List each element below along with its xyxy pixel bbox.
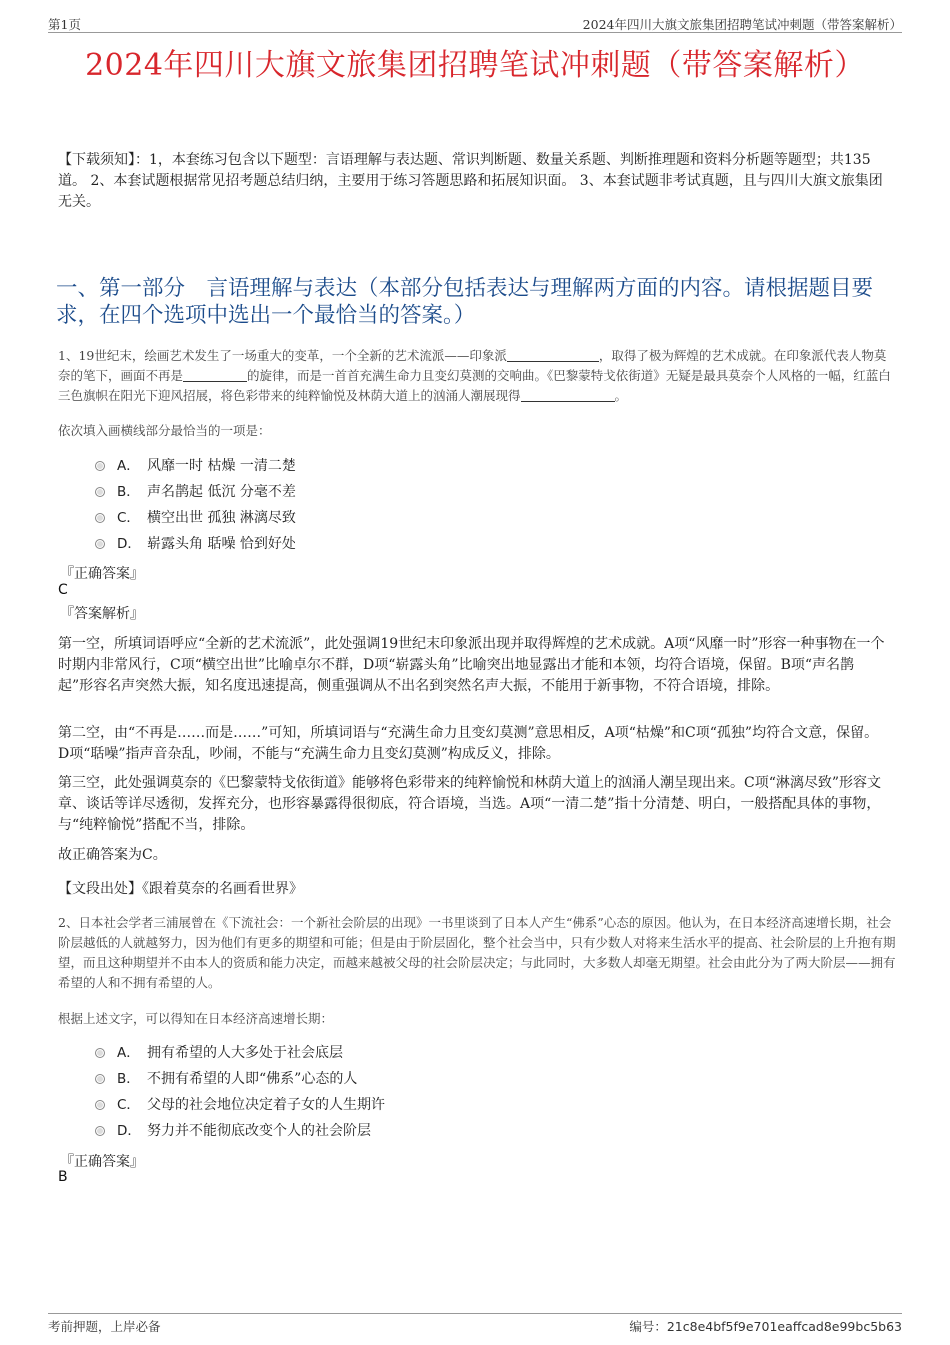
analysis-conclusion: 故正确答案为C。 (58, 847, 167, 863)
option-a[interactable]: A． 拥有希望的人大多处于社会底层 (95, 1040, 385, 1066)
answer-label: 『正确答案』 (60, 1154, 144, 1170)
radio-icon[interactable] (95, 487, 105, 497)
analysis-paragraph-2: 第二空，由“不再是……而是……”可知，所填词语与“充满生命力且变幻莫测”意思相反，A项“枯燥”和C项“孤独”均符合文意，保留。D项“聒噪”指声音杂乱，吵闹，不能与“充满生命力且变幻莫测”构成反义，排除。 (58, 725, 879, 762)
option-c[interactable]: C． 横空出世 孤独 淋漓尽致 (95, 505, 296, 531)
answer-value: C (58, 582, 68, 598)
radio-icon[interactable] (95, 1100, 105, 1110)
question-2-prompt: 根据上述文字，可以得知在日本经济高速增长期： (58, 1011, 334, 1026)
page-header (48, 14, 902, 33)
question-2-stem: 2、日本社会学者三浦展曾在《下流社会：一个新社会阶层的出现》一书里谈到了日本人产生“佛系”心态的原因。他认为，在日本经济高速增长期，社会阶层越低的人就越努力，因为他们有更多的期望和可能；但是由于阶层固化，整个社会当中，只有少数人对将来生活水平的提高、社会阶层的上升抱有期望，而且这种期望并不由本人的资质和能力决定，而越来越被父母的社会阶层决定；与此同时，大多数人却毫无期望。社会由此分为了两大阶层——拥有希望的人和不拥有希望的人。 (58, 915, 896, 990)
option-c[interactable]: C． 父母的社会地位决定着子女的人生期许 (95, 1092, 385, 1118)
blank-2 (183, 368, 247, 382)
question-1-options (95, 453, 296, 557)
analysis-paragraph-1: 第一空，所填词语呼应“全新的艺术流派”，此处强调19世纪末印象派出现并取得辉煌的艺术成就。A项“风靡一时”形容一种事物在一个时期内非常风行，C项“横空出世”比喻卓尔不群，D项“崭露头角”比喻突出地显露出才能和本领，均符合语境，保留。B项“声名鹊起”形容名声突然大振，知名度迅速提高，侧重强调从不出名到突然名声大振，不能用于新事物，不符合语境，排除。 (58, 636, 885, 694)
radio-icon[interactable] (95, 539, 105, 549)
page-footer (48, 1313, 902, 1334)
answer-label: 『正确答案』 (60, 566, 144, 582)
analysis-label: 『答案解析』 (60, 606, 144, 622)
blank-1 (507, 348, 599, 362)
page-number: 第1页 (48, 17, 81, 32)
section-title: 一、第一部分 言语理解与表达（本部分包括表达与理解两方面的内容。请根据题目要求，在四个选项中选出一个最恰当的答案。） (56, 276, 874, 328)
source-citation: 【文段出处】《跟着莫奈的名画看世界》 (58, 881, 303, 897)
radio-icon[interactable] (95, 1126, 105, 1136)
header-doc-title: 2024年四川大旗文旅集团招聘笔试冲刺题（带答案解析） (582, 17, 902, 32)
question-2-options (95, 1040, 385, 1144)
radio-icon[interactable] (95, 461, 105, 471)
question-1-stem: 1、19世纪末，绘画艺术发生了一场重大的变革，一个全新的艺术流派——印象派 ，取得了极为辉煌的艺术成就。在印象派代表人物莫奈的笔下，画面不再是 的旋律，而是一首首充满生命力且变幻莫测的交响曲。《巴黎蒙特戈依街道》无疑是最具莫奈个人风格的一幅，红蓝白三色旗帜在阳光下迎风招展，将色彩带来的纯粹愉悦及林荫大道上的汹涌人潮展现得 。 (58, 348, 891, 403)
footer-slogan: 考前押题，上岸必备 (48, 1319, 161, 1334)
option-b[interactable]: B． 不拥有希望的人即“佛系”心态的人 (95, 1066, 385, 1092)
analysis-paragraph-3: 第三空，此处强调莫奈的《巴黎蒙特戈依街道》能够将色彩带来的纯粹愉悦和林荫大道上的汹涌人潮呈现出来。C项“淋漓尽致”形容文章、谈话等详尽透彻，发挥充分，也形容暴露得很彻底，符合语境，当选。A项“一清二楚”指十分清楚、明白，一般搭配具体的事物，与“纯粹愉悦”搭配不当，排除。 (58, 775, 882, 833)
radio-icon[interactable] (95, 1048, 105, 1058)
document-title: 2024年四川大旗文旅集团招聘笔试冲刺题（带答案解析） (85, 48, 865, 83)
download-notice: 【下载须知】：1，本套练习包含以下题型：言语理解与表达题、常识判断题、数量关系题、判断推理题和资料分析题等题型；共135道。 2、本套试题根据常见招考题总结归纳，主要用于练习答题思路和拓展知识面。 3、本套试题非考试真题，且与四川大旗文旅集团无关。 (58, 152, 883, 210)
radio-icon[interactable] (95, 513, 105, 523)
footer-code: 编号：21c8e4bf5f9e701eaffcad8e99bc5b63 (629, 1319, 902, 1334)
option-b[interactable]: B． 声名鹊起 低沉 分毫不差 (95, 479, 296, 505)
option-a[interactable]: A． 风靡一时 枯燥 一清二楚 (95, 453, 296, 479)
answer-value: B (58, 1169, 68, 1185)
radio-icon[interactable] (95, 1074, 105, 1084)
option-d[interactable]: D． 努力并不能彻底改变个人的社会阶层 (95, 1118, 385, 1144)
option-d[interactable]: D． 崭露头角 聒噪 恰到好处 (95, 531, 296, 557)
blank-3 (521, 388, 615, 402)
question-1-prompt: 依次填入画横线部分最恰当的一项是： (58, 423, 271, 438)
